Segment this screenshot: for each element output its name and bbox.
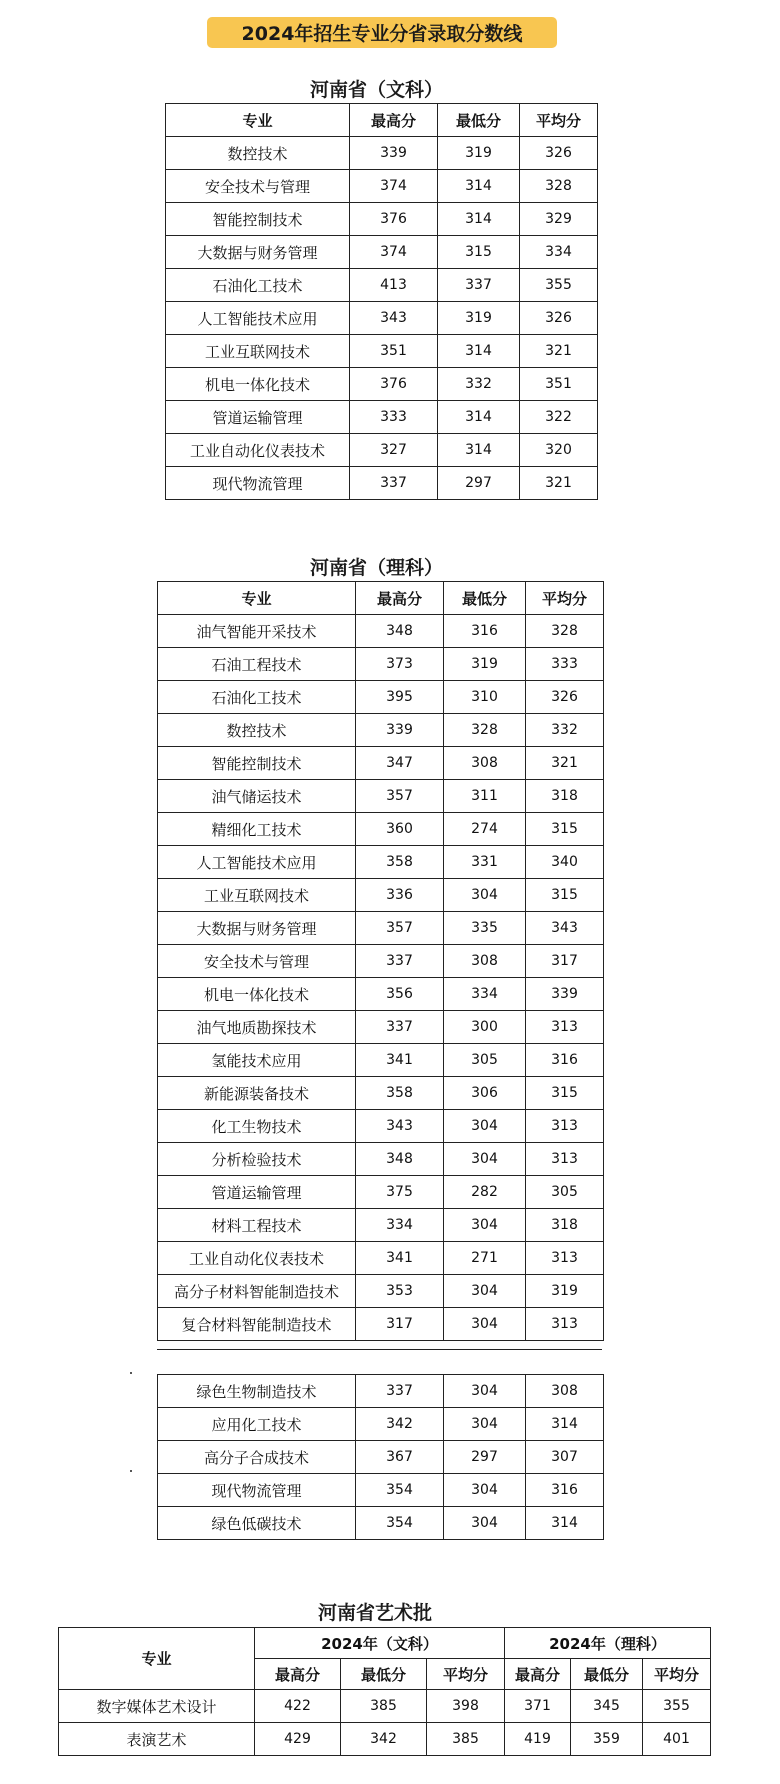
cell-major: 机电一体化技术 [158,978,356,1011]
cell-major: 绿色生物制造技术 [158,1375,356,1408]
cell-avg: 314 [526,1507,604,1540]
cell-avg: 326 [520,302,598,335]
cell-avg: 313 [526,1242,604,1275]
table-row [166,434,598,467]
header-min: 最低分 [438,104,520,137]
table-row [158,912,604,945]
table-row [158,1143,604,1176]
cell-major: 高分子合成技术 [158,1441,356,1474]
cell-major: 绿色低碳技术 [158,1507,356,1540]
table-row [158,1474,604,1507]
cell-max: 337 [356,1375,444,1408]
cell-avg: 319 [526,1275,604,1308]
table-row [166,236,598,269]
score-table-wenke [165,103,598,500]
cell-major: 现代物流管理 [166,467,350,500]
cell-min: 297 [438,467,520,500]
score-table-art [58,1627,711,1756]
scan-dot [130,1372,132,1374]
cell-min: 314 [438,335,520,368]
cell-major: 大数据与财务管理 [158,912,356,945]
cell-major: 复合材料智能制造技术 [158,1308,356,1341]
cell-avg: 307 [526,1441,604,1474]
cell-avg: 321 [520,335,598,368]
table-row [166,368,598,401]
cell-min: 304 [444,1308,526,1341]
cell-major: 智能控制技术 [158,747,356,780]
cell-max: 395 [356,681,444,714]
cell-max: 348 [356,1143,444,1176]
cell-max: 357 [356,780,444,813]
table-row [59,1690,711,1723]
cell-avg: 332 [526,714,604,747]
cell-min: 308 [444,747,526,780]
cell-avg: 326 [526,681,604,714]
cell-avg: 334 [520,236,598,269]
table-row [158,1077,604,1110]
cell-max: 353 [356,1275,444,1308]
cell-avg: 321 [526,747,604,780]
cell-max: 354 [356,1474,444,1507]
cell-min: 304 [444,1275,526,1308]
cell-avg: 314 [526,1408,604,1441]
cell-min: 304 [444,1209,526,1242]
cell-avg: 329 [520,203,598,236]
table-row [158,780,604,813]
cell-min: 282 [444,1176,526,1209]
cell-avg: 401 [643,1723,711,1756]
header-avg: 平均分 [643,1659,711,1690]
table-title-art: 河南省艺术批 [318,1602,433,1624]
table-row [158,1408,604,1441]
cell-min: 304 [444,1375,526,1408]
cell-max: 343 [356,1110,444,1143]
cell-major: 化工生物技术 [158,1110,356,1143]
cell-major: 工业自动化仪表技术 [158,1242,356,1275]
cell-min: 314 [438,401,520,434]
cell-major: 人工智能技术应用 [158,846,356,879]
table-row [166,335,598,368]
cell-major: 高分子材料智能制造技术 [158,1275,356,1308]
cell-major: 油气储运技术 [158,780,356,813]
cell-avg: 316 [526,1474,604,1507]
cell-avg: 318 [526,780,604,813]
table-row [158,1275,604,1308]
cell-max: 327 [350,434,438,467]
cell-max: 341 [356,1044,444,1077]
cell-min: 304 [444,1110,526,1143]
cell-avg: 385 [427,1723,505,1756]
table-row [59,1723,711,1756]
cell-avg: 308 [526,1375,604,1408]
cell-max: 351 [350,335,438,368]
cell-major: 分析检验技术 [158,1143,356,1176]
cell-max: 373 [356,648,444,681]
cell-avg: 316 [526,1044,604,1077]
table-header-row [166,104,598,137]
cell-major: 数控技术 [166,137,350,170]
cell-min: 304 [444,1474,526,1507]
table-header-row [59,1628,711,1659]
cell-min: 334 [444,978,526,1011]
cell-major: 工业互联网技术 [166,335,350,368]
cell-major: 石油化工技术 [158,681,356,714]
header-min: 最低分 [571,1659,643,1690]
cell-min: 304 [444,1507,526,1540]
cell-avg: 328 [520,170,598,203]
cell-major: 大数据与财务管理 [166,236,350,269]
scan-dot [130,1470,132,1472]
table-row [158,813,604,846]
cell-max: 356 [356,978,444,1011]
cell-avg: 305 [526,1176,604,1209]
cell-major: 安全技术与管理 [166,170,350,203]
cell-min: 314 [438,170,520,203]
cell-min: 297 [444,1441,526,1474]
cell-max: 354 [356,1507,444,1540]
header-avg: 平均分 [526,582,604,615]
table-row [166,269,598,302]
cell-avg: 317 [526,945,604,978]
cell-avg: 318 [526,1209,604,1242]
header-group-wenke: 2024年（文科） [255,1628,505,1659]
cell-max: 348 [356,615,444,648]
cell-min: 316 [444,615,526,648]
cell-major: 石油化工技术 [166,269,350,302]
table-row [158,846,604,879]
cell-min: 328 [444,714,526,747]
cell-max: 422 [255,1690,341,1723]
cell-avg: 339 [526,978,604,1011]
cell-max: 374 [350,236,438,269]
cell-major: 材料工程技术 [158,1209,356,1242]
table-title-wenke: 河南省（文科） [310,79,444,101]
table-row [166,170,598,203]
score-table-like [157,581,604,1341]
header-avg: 平均分 [427,1659,505,1690]
cell-max: 337 [356,945,444,978]
header-min: 最低分 [444,582,526,615]
table-row [158,1375,604,1408]
table-row [158,681,604,714]
cell-max: 358 [356,846,444,879]
cell-max: 374 [350,170,438,203]
cell-max: 342 [356,1408,444,1441]
header-min: 最低分 [341,1659,427,1690]
cell-max: 336 [356,879,444,912]
cell-avg: 313 [526,1143,604,1176]
cell-min: 300 [444,1011,526,1044]
cell-min: 342 [341,1723,427,1756]
header-max: 最高分 [350,104,438,137]
cell-major: 油气地质勘探技术 [158,1011,356,1044]
page-banner: 2024年招生专业分省录取分数线 [207,17,557,48]
cell-major: 智能控制技术 [166,203,350,236]
cell-avg: 321 [520,467,598,500]
cell-avg: 398 [427,1690,505,1723]
table-row [158,879,604,912]
cell-min: 359 [571,1723,643,1756]
table-row [158,714,604,747]
cell-avg: 328 [526,615,604,648]
header-major: 专业 [166,104,350,137]
cell-min: 332 [438,368,520,401]
cell-major: 氢能技术应用 [158,1044,356,1077]
cell-min: 319 [438,137,520,170]
table-break-line [157,1349,602,1350]
cell-avg: 315 [526,1077,604,1110]
cell-max: 358 [356,1077,444,1110]
cell-avg: 313 [526,1308,604,1341]
cell-max: 347 [356,747,444,780]
cell-min: 319 [444,648,526,681]
table-title-like: 河南省（理科） [310,557,444,579]
table-row [158,1441,604,1474]
table-row [158,1044,604,1077]
cell-avg: 333 [526,648,604,681]
cell-min: 315 [438,236,520,269]
cell-major: 应用化工技术 [158,1408,356,1441]
cell-max: 341 [356,1242,444,1275]
cell-min: 304 [444,879,526,912]
cell-major: 油气智能开采技术 [158,615,356,648]
cell-max: 371 [505,1690,571,1723]
table-row [158,945,604,978]
cell-major: 现代物流管理 [158,1474,356,1507]
header-max: 最高分 [356,582,444,615]
table-row [158,615,604,648]
table-row [158,648,604,681]
table-row [158,978,604,1011]
cell-avg: 340 [526,846,604,879]
cell-max: 334 [356,1209,444,1242]
cell-major: 管道运输管理 [166,401,350,434]
cell-major: 机电一体化技术 [166,368,350,401]
table-row [166,401,598,434]
header-major: 专业 [59,1628,255,1690]
cell-major: 管道运输管理 [158,1176,356,1209]
cell-min: 311 [444,780,526,813]
cell-max: 376 [350,203,438,236]
cell-major: 精细化工技术 [158,813,356,846]
table-row [158,1209,604,1242]
table-row [158,1011,604,1044]
cell-min: 314 [438,203,520,236]
cell-min: 337 [438,269,520,302]
cell-major: 工业自动化仪表技术 [166,434,350,467]
cell-avg: 313 [526,1110,604,1143]
header-group-like: 2024年（理科） [505,1628,711,1659]
cell-major: 人工智能技术应用 [166,302,350,335]
table-row [166,302,598,335]
cell-max: 339 [350,137,438,170]
cell-max: 367 [356,1441,444,1474]
table-row [158,1507,604,1540]
cell-avg: 326 [520,137,598,170]
cell-major: 新能源装备技术 [158,1077,356,1110]
cell-min: 305 [444,1044,526,1077]
cell-major: 石油工程技术 [158,648,356,681]
table-row [158,1176,604,1209]
cell-major: 安全技术与管理 [158,945,356,978]
cell-avg: 315 [526,813,604,846]
cell-min: 306 [444,1077,526,1110]
table-row [158,1242,604,1275]
cell-avg: 351 [520,368,598,401]
cell-avg: 343 [526,912,604,945]
cell-avg: 355 [520,269,598,302]
cell-min: 310 [444,681,526,714]
header-max: 最高分 [505,1659,571,1690]
cell-major: 表演艺术 [59,1723,255,1756]
cell-min: 345 [571,1690,643,1723]
header-avg: 平均分 [520,104,598,137]
header-max: 最高分 [255,1659,341,1690]
table-row [166,203,598,236]
cell-major: 工业互联网技术 [158,879,356,912]
cell-major: 数控技术 [158,714,356,747]
table-row [158,1308,604,1341]
cell-max: 337 [356,1011,444,1044]
table-row [158,1110,604,1143]
cell-min: 335 [444,912,526,945]
cell-major: 数字媒体艺术设计 [59,1690,255,1723]
cell-min: 271 [444,1242,526,1275]
score-table-like-continued [157,1374,604,1540]
cell-min: 319 [438,302,520,335]
cell-avg: 320 [520,434,598,467]
table-row [166,467,598,500]
cell-max: 343 [350,302,438,335]
cell-max: 333 [350,401,438,434]
cell-min: 304 [444,1408,526,1441]
cell-max: 419 [505,1723,571,1756]
cell-avg: 315 [526,879,604,912]
cell-max: 339 [356,714,444,747]
cell-min: 331 [444,846,526,879]
cell-min: 385 [341,1690,427,1723]
table-row [166,137,598,170]
cell-avg: 313 [526,1011,604,1044]
header-major: 专业 [158,582,356,615]
cell-min: 304 [444,1143,526,1176]
cell-max: 429 [255,1723,341,1756]
cell-max: 413 [350,269,438,302]
cell-max: 357 [356,912,444,945]
cell-max: 360 [356,813,444,846]
cell-avg: 322 [520,401,598,434]
cell-avg: 355 [643,1690,711,1723]
cell-min: 308 [444,945,526,978]
cell-max: 376 [350,368,438,401]
cell-min: 274 [444,813,526,846]
cell-max: 375 [356,1176,444,1209]
cell-max: 317 [356,1308,444,1341]
cell-min: 314 [438,434,520,467]
cell-max: 337 [350,467,438,500]
table-row [158,747,604,780]
table-header-row [158,582,604,615]
